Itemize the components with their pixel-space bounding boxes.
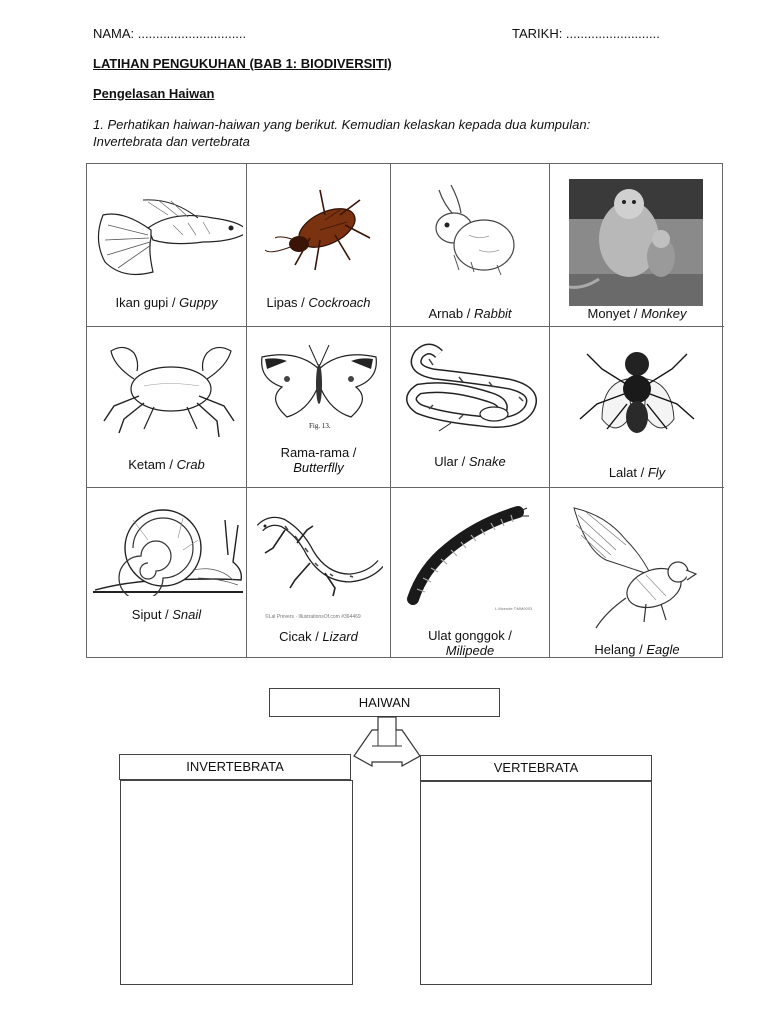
fly-icon [572, 339, 702, 449]
animal-label: Helang / Eagle [594, 642, 680, 657]
crab-icon [99, 341, 239, 441]
split-arrow-icon [352, 716, 422, 768]
vertebrata-answer-area[interactable] [420, 781, 652, 985]
date-field[interactable]: TARIKH: .......................... [512, 26, 660, 41]
animal-cell-snail [87, 488, 247, 657]
animal-cell-snake [391, 327, 550, 488]
animal-cell-fly [550, 327, 724, 488]
animal-label: Ular / Snake [434, 454, 506, 469]
animal-label: Arnab / Rabbit [428, 306, 512, 321]
root-label: HAIWAN [358, 695, 411, 710]
page-title: LATIHAN PENGUKUHAN (BAB 1: BIODIVERSITI) [93, 56, 392, 71]
guppy-icon [93, 190, 243, 280]
animal-label: Ulat gonggok / Milipede [428, 628, 512, 658]
animal-label: Siput / Snail [131, 607, 202, 622]
animal-grid [86, 163, 723, 658]
invertebrata-answer-area[interactable] [120, 780, 353, 985]
snake-icon [399, 339, 545, 439]
section-title: Pengelasan Haiwan [93, 86, 215, 101]
animal-label: Lalat / Fly [608, 465, 666, 480]
vertebrata-label: VERTEBRATA [493, 760, 579, 775]
animal-cell-lizard [247, 488, 391, 657]
animal-cell-millipede [391, 488, 550, 657]
animal-cell-guppy [87, 164, 247, 327]
invertebrata-label: INVERTEBRATA [186, 759, 284, 774]
cockroach-icon [265, 180, 383, 275]
animal-label: Rama-rama / Butterflly [280, 445, 357, 475]
monkey-photo [569, 179, 703, 306]
instruction-line-1: 1. Perhatikan haiwan-haiwan yang berikut. Kemudian kelaskan kepada dua kumpulan: [93, 117, 591, 132]
image-credit: L.Mvende ©MM0003 [495, 606, 533, 611]
animal-cell-crab [87, 327, 247, 488]
root-box-haiwan [269, 688, 500, 717]
lizard-icon [255, 508, 383, 600]
animal-label: Cicak / Lizard [279, 629, 358, 644]
animal-cell-rabbit [391, 164, 550, 327]
image-credit: ©Lal Prevers · IllustrationsOf.com #364469 [265, 614, 361, 620]
animal-cell-butterfly [247, 327, 391, 488]
eagle-icon [566, 500, 706, 634]
figure-caption: Fig. 13. [309, 422, 331, 430]
rabbit-icon [419, 180, 519, 280]
animal-label: Monyet / Monkey [587, 306, 687, 321]
butterfly-icon [257, 339, 381, 423]
animal-label: Lipas / Cockroach [266, 295, 371, 310]
animal-cell-eagle [550, 488, 724, 657]
millipede-icon [403, 504, 533, 608]
snail-icon [93, 500, 243, 596]
animal-cell-cockroach [247, 164, 391, 327]
invertebrata-header [119, 754, 351, 780]
animal-label: Ketam / Crab [128, 457, 205, 472]
animal-cell-monkey [550, 164, 724, 327]
animal-label: Ikan gupi / Guppy [115, 295, 218, 310]
instruction-line-2: Invertebrata dan vertebrata [93, 134, 250, 149]
name-field[interactable]: NAMA: .............................. [93, 26, 247, 41]
vertebrata-header [420, 755, 652, 781]
